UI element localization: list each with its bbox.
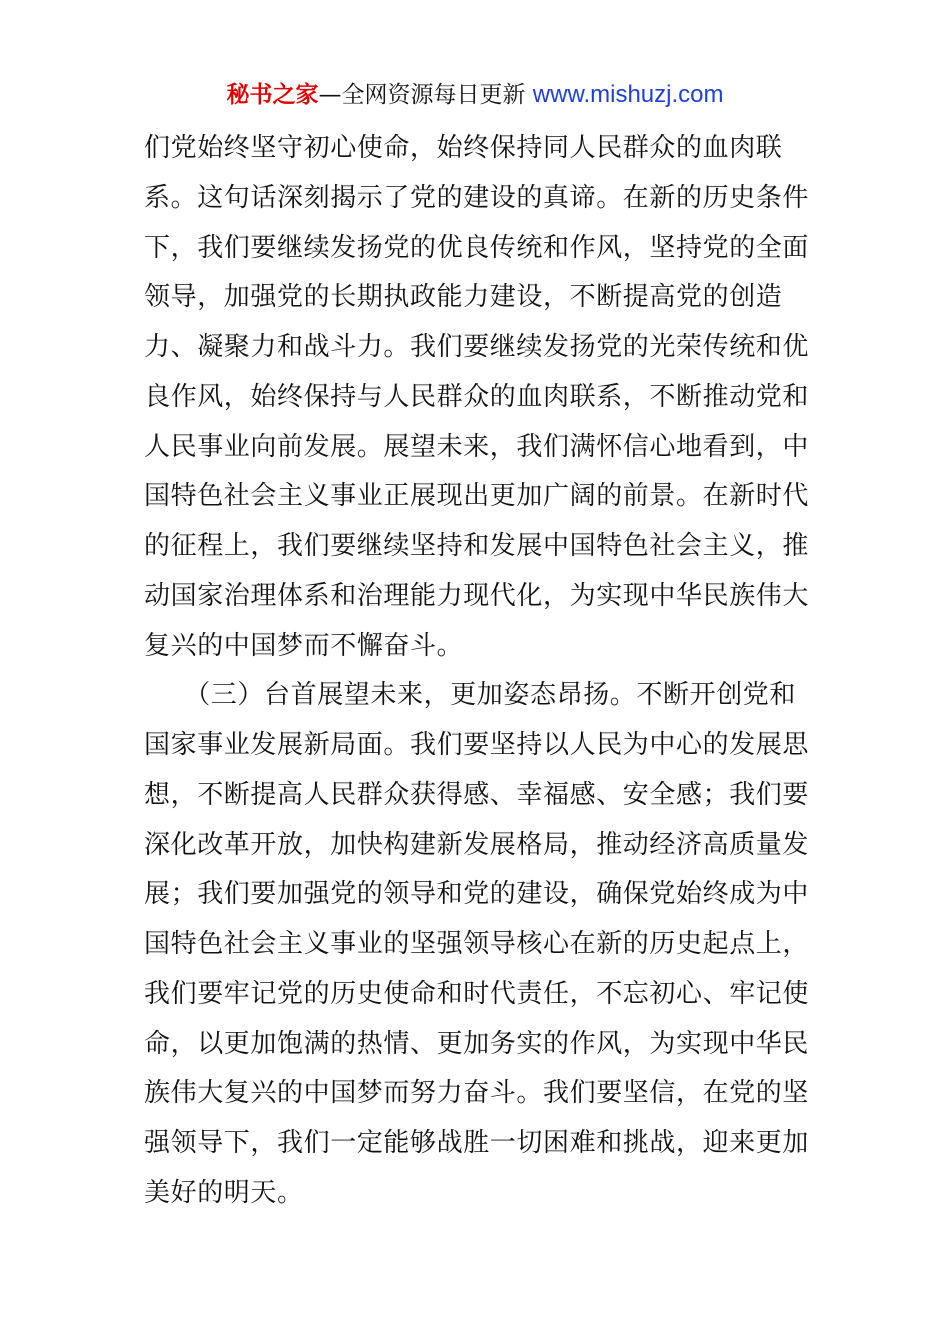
text-line: 力、凝聚力和战斗力。我们要继续发扬党的光荣传统和优 <box>144 332 810 362</box>
text-line: 深化改革开放，加快构建新发展格局，推动经济高质量发 <box>144 829 810 860</box>
text-line: 我们要牢记党的历史使命和时代责任，不忘初心、牢记使 <box>144 978 810 1009</box>
text-line: 国家事业发展新局面。我们要坚持以人民为中心的发展思 <box>144 730 810 760</box>
text-line: 国特色社会主义事业正展现出更加广阔的前景。在新时代 <box>144 481 810 512</box>
text-line: 美好的明天。 <box>144 1177 304 1208</box>
page-header <box>0 78 950 112</box>
text-line: 的征程上，我们要继续坚持和发展中国特色社会主义，推 <box>144 531 810 561</box>
text-line: 下，我们要继续发扬党的优良传统和作风，坚持党的全面 <box>144 232 810 263</box>
text-line: 复兴的中国梦而不懈奋斗。 <box>144 630 464 661</box>
text-line: 命，以更加饱满的热情、更加务实的作风，为实现中华民 <box>144 1028 810 1059</box>
text-line: 动国家治理体系和治理能力现代化，为实现中华民族伟大 <box>144 580 810 611</box>
text-line: 领导，加强党的长期执政能力建设，不断提高党的创造 <box>144 282 783 313</box>
text-line: 们党始终坚守初心使命，始终保持同人民群众的血肉联 <box>144 133 783 163</box>
text-line: （三）台首展望未来，更加姿态昂扬。不断开创党和 <box>144 680 797 711</box>
site-brand: 秘书之家 <box>226 82 319 108</box>
site-tagline: —全网资源每日更新 <box>318 82 533 108</box>
text-line: 国特色社会主义事业的坚强领导核心在新的历史起点上， <box>144 929 810 959</box>
text-line: 展；我们要加强党的领导和党的建设，确保党始终成为中 <box>144 879 810 910</box>
text-line: 系。这句话深刻揭示了党的建设的真谛。在新的历史条件 <box>144 182 810 213</box>
text-line: 强领导下，我们一定能够战胜一切困难和挑战，迎来更加 <box>144 1128 810 1158</box>
text-line: 族伟大复兴的中国梦而努力奋斗。我们要坚信，在党的坚 <box>144 1078 810 1109</box>
site-url[interactable]: www.mishuzj.com <box>532 81 724 108</box>
text-line: 良作风，始终保持与人民群众的血肉联系，不断推动党和 <box>144 381 810 412</box>
document-body <box>144 124 834 1219</box>
text-line: 想，不断提高人民群众获得感、幸福感、安全感；我们要 <box>144 779 810 810</box>
text-line: 人民事业向前发展。展望未来，我们满怀信心地看到，中 <box>144 431 810 462</box>
